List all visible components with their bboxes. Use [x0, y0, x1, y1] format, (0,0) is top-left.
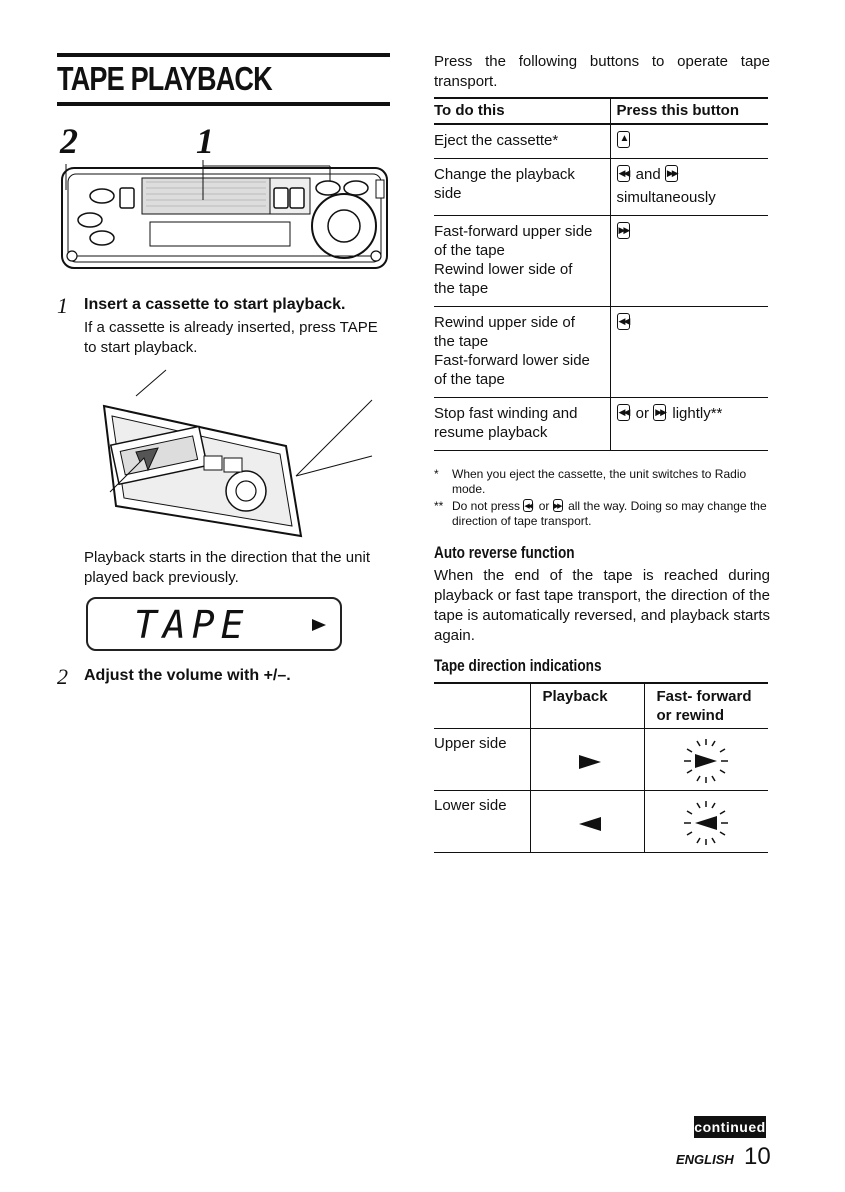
continued-badge: continued [694, 1116, 766, 1138]
action-text: of the tape [434, 371, 505, 388]
tape-direction-table [434, 682, 768, 853]
playback-note [84, 548, 370, 588]
row-label-lower-side: Lower side [434, 791, 530, 853]
action-text: of the tape [434, 242, 505, 259]
playback-note-line: Playback starts in the direction that the unit [84, 549, 370, 566]
blinking-forward-icon [681, 735, 731, 787]
step-1-line: to start playback. [84, 339, 198, 356]
stereo-panel-illustration [60, 160, 395, 272]
footnote-2 [434, 499, 770, 529]
action-text: Fast-forward upper side [434, 223, 593, 240]
auto-reverse-heading: Auto reverse function [434, 543, 575, 562]
table-row [434, 307, 768, 398]
footnote-1-mark: * [434, 467, 439, 481]
play-forward-icon [579, 755, 601, 769]
step-2-heading: Adjust the volume with +/–. [84, 667, 291, 684]
footnotes [434, 467, 770, 529]
rewind-button-icon: ◀◀ [617, 313, 630, 330]
simultaneously-text: simultaneously [616, 189, 716, 206]
column-header-button: Press this button [610, 98, 768, 124]
figure-callout-2: 2 [60, 121, 78, 161]
auto-reverse-text: When the end of the tape is reached during playback or fast tape transport, the direction of the tape is automatically reversed, and playback starts again. [434, 567, 770, 644]
operations-table-header [434, 98, 768, 124]
action-text: Rewind lower side of [434, 261, 573, 278]
column-header-action: To do this [434, 98, 610, 124]
operations-table [434, 97, 768, 451]
table-row [434, 398, 768, 451]
fast-forward-button-icon: ▶▶ [553, 499, 563, 512]
intro-text: Press the following buttons to operate tape transport. [434, 53, 770, 90]
step-1-heading: Insert a cassette to start playback. [84, 296, 346, 313]
footnote-2-text-a: Do not press [452, 499, 521, 513]
play-reverse-icon [579, 817, 601, 831]
table-row [434, 791, 768, 853]
rewind-button-icon: ◀◀ [617, 165, 630, 182]
step-1-line: If a cassette is already inserted, press TAPE [84, 319, 378, 336]
cassette-insert-illustration [96, 366, 386, 538]
fast-forward-button-icon: ▶▶ [665, 165, 678, 182]
rewind-button-icon: ◀◀ [523, 499, 533, 512]
footnote-2-mark: ** [434, 499, 444, 513]
action-text: Eject the cassette* [434, 132, 559, 149]
action-text: the tape [434, 333, 489, 350]
table-row [434, 729, 768, 791]
tape-direction-header [434, 683, 768, 729]
column-header-fast-forward-rewind: Fast- forward or rewind [644, 683, 768, 729]
table-row [434, 216, 768, 307]
and-text: and [635, 166, 661, 183]
title-rule-top [57, 53, 390, 57]
action-text: resume playback [434, 424, 548, 441]
action-text: Change the playback [434, 166, 575, 183]
title-rule-bottom [57, 102, 390, 106]
lcd-display [86, 597, 342, 651]
lcd-display-text: TAPE [134, 603, 250, 647]
rewind-button-icon: ◀◀ [617, 404, 630, 421]
step-1-number: 1 [57, 293, 68, 318]
page-number: 10 [744, 1143, 771, 1170]
step-1-text [84, 318, 378, 358]
playback-note-line: played back previously. [84, 569, 239, 586]
column-header-playback: Playback [530, 683, 644, 729]
fast-forward-button-icon: ▶▶ [653, 404, 666, 421]
language-label: ENGLISH [676, 1152, 734, 1167]
action-text: side [434, 185, 462, 202]
page-title: TAPE PLAYBACK [57, 60, 272, 97]
play-forward-indicator-icon [312, 619, 326, 631]
figure-callout-1: 1 [196, 121, 214, 161]
fast-forward-button-icon: ▶▶ [617, 222, 630, 239]
table-row [434, 159, 768, 216]
action-text: Stop fast winding and [434, 405, 578, 422]
tape-direction-heading: Tape direction indications [434, 656, 602, 675]
table-row [434, 124, 768, 159]
or-text: or [635, 405, 650, 422]
footnote-2-or: or [538, 499, 550, 513]
blinking-reverse-icon [681, 797, 731, 849]
action-text: the tape [434, 280, 489, 297]
footnote-1 [434, 467, 770, 497]
eject-button-icon: ▲ [617, 131, 630, 148]
row-label-upper-side: Upper side [434, 729, 530, 791]
action-text: Fast-forward lower side [434, 352, 590, 369]
footnote-2-text-b: all the way. Doing so may change the direction of tape transport. [452, 499, 767, 528]
step-2-number: 2 [57, 664, 68, 689]
column-header-blank [434, 683, 530, 729]
lightly-text: lightly** [672, 405, 723, 422]
action-text: Rewind upper side of [434, 314, 575, 331]
footnote-1-text: When you eject the cassette, the unit switches to Radio mode. [452, 467, 747, 496]
